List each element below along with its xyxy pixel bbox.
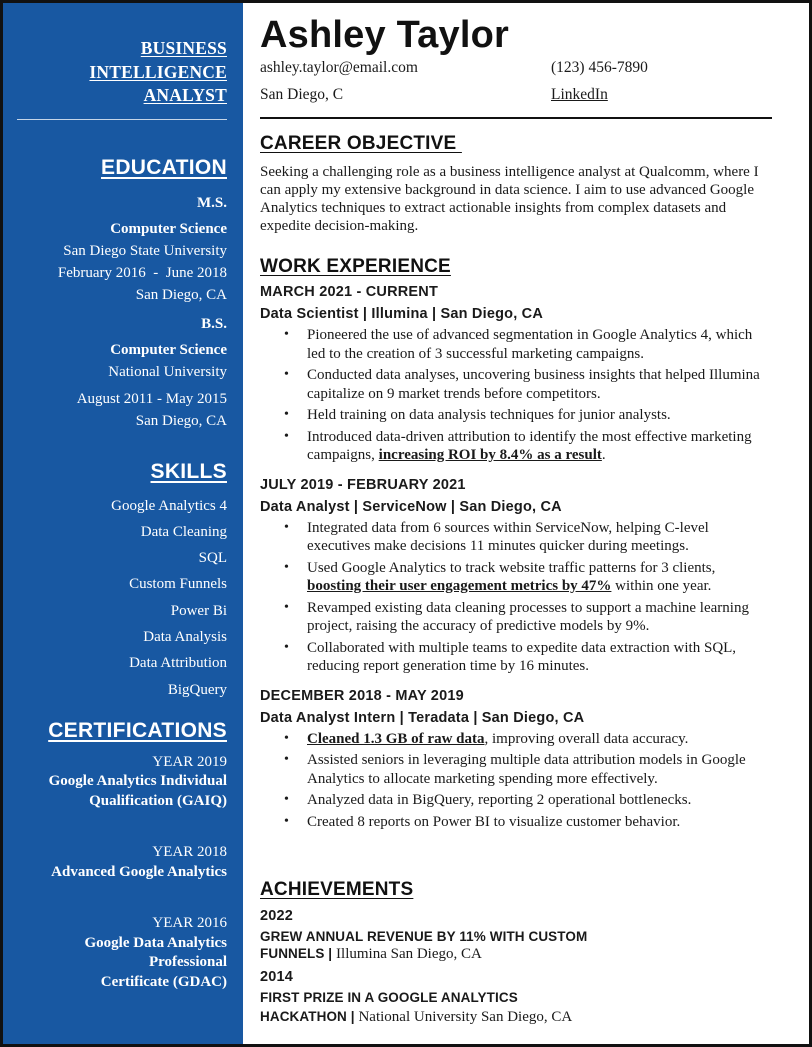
certification-entry <box>17 753 227 812</box>
skill-item: Data Attribution <box>129 655 227 672</box>
header-divider <box>260 117 772 119</box>
achievement-title <box>260 1008 772 1026</box>
bullet-highlight: increasing ROI by 8.4% as a result <box>378 447 602 463</box>
achievement-title <box>260 945 772 963</box>
job-entry <box>260 284 772 465</box>
achievement-title: GREW ANNUAL REVENUE BY 11% WITH CUSTOM <box>260 929 588 944</box>
role-line: ANALYST <box>143 85 227 105</box>
achievements-section <box>260 879 772 1026</box>
email[interactable]: ashley.taylor@email.com <box>260 59 418 76</box>
achievement-org: National University San Diego, CA <box>358 1009 573 1025</box>
skill-item: Power Bi <box>170 602 227 619</box>
sidebar <box>3 3 243 1044</box>
skill-item: Data Analysis <box>143 628 227 645</box>
degree-field: Computer Science <box>110 341 227 358</box>
job-bullets <box>260 730 772 832</box>
role-line: INTELLIGENCE <box>89 61 227 82</box>
cert-name: Google Analytics Individual <box>48 773 227 790</box>
objective-heading: CAREER OBJECTIVE <box>260 133 462 154</box>
job-dates: MARCH 2021 - CURRENT <box>260 284 439 300</box>
edu-dates: February 2016 - June 2018 <box>57 264 227 281</box>
achievement-entry <box>260 969 772 1026</box>
skill-item: BigQuery <box>167 681 227 698</box>
achievement-year: 2022 <box>260 908 294 924</box>
work-section <box>260 256 772 834</box>
job-title: Data Analyst Intern | Teradata | San Diego, CA <box>260 709 585 726</box>
bullet-item: • Assisted seniors in leveraging multiple data attribution models in Google Analytics to allocate marketing spending more effectively. <box>260 751 772 788</box>
edu-dates: August 2011 - May 2015 <box>76 390 227 407</box>
school: San Diego State University <box>63 242 227 259</box>
objective-text: Seeking a challenging role as a business intelligence analyst at Qualcomm, where I can apply my extensive background in data science. I aim to use advanced Google Analytics techniques to extract actionable insights from complex datasets and expedite decision-making. <box>260 164 759 234</box>
job-entry <box>260 477 772 676</box>
role-line: BUSINESS <box>140 38 227 58</box>
main-content <box>260 3 772 107</box>
skills-heading: SKILLS <box>150 459 227 483</box>
bullet-highlight: Cleaned 1.3 GB of raw data <box>307 730 485 747</box>
bullet-item: • Held training on data analysis techniques for junior analysts. <box>260 406 772 425</box>
cert-name: Qualification (GAIQ) <box>89 792 227 809</box>
certification-entry <box>17 914 227 992</box>
achievement-title-end: HACKATHON | <box>260 1009 359 1024</box>
achievement-title: FIRST PRIZE IN A GOOGLE ANALYTICS <box>260 990 518 1005</box>
bullet-text: , improving overall data accuracy. <box>484 730 689 747</box>
cert-name: Advanced Google Analytics <box>51 863 227 880</box>
bullet-text: . <box>601 447 606 463</box>
contact-info <box>260 57 772 107</box>
candidate-name: Ashley Taylor <box>260 14 509 56</box>
bullet-text: within one year. <box>611 578 712 594</box>
bullet-item: • Pioneered the use of advanced segmentation in Google Analytics 4, which led to the creation of 3 successful marketing campaigns. <box>260 326 772 363</box>
bullet-item: • Collaborated with multiple teams to expedite data extraction with SQL, reducing report generation time by 16 minutes. <box>260 639 772 676</box>
job-title: Data Analyst | ServiceNow | San Diego, CA <box>260 498 562 515</box>
job-title: Data Scientist | Illumina | San Diego, CA <box>260 306 544 322</box>
role-title <box>17 37 227 108</box>
job-entry <box>260 688 772 832</box>
education-heading: EDUCATION <box>101 155 227 179</box>
job-dates: DECEMBER 2018 - MAY 2019 <box>260 687 464 704</box>
bullet-item: • Analyzed data in BigQuery, reporting 2 operational bottlenecks. <box>260 791 772 810</box>
cert-name: Certificate (GDAC) <box>100 973 227 990</box>
achievement-entry <box>260 908 772 963</box>
skill-item: Data Cleaning <box>140 523 227 540</box>
achievement-org: Illumina San Diego, CA <box>336 946 482 962</box>
phone: (123) 456-7890 <box>551 59 648 76</box>
linkedin-link[interactable]: LinkedIn <box>551 86 608 103</box>
work-heading: WORK EXPERIENCE <box>260 256 451 277</box>
education-entry <box>17 313 227 432</box>
achievement-title-end: FUNNELS | <box>260 946 337 961</box>
bullet-item <box>260 428 772 465</box>
bullet-item: • Created 8 reports on Power BI to visualize customer behavior. <box>260 813 772 832</box>
bullet-item: • Revamped existing data cleaning processes to support a machine learning project, raising the accuracy of predictive models by 9%. <box>260 599 772 636</box>
cert-name: Google Data Analytics <box>84 934 227 951</box>
bullet-item <box>260 730 772 749</box>
edu-location: San Diego, CA <box>135 286 227 303</box>
bullet-item: • Integrated data from 6 sources within ServiceNow, helping C-level executives make decisions 11 minutes quicker during meetings. <box>260 519 772 556</box>
job-dates: JULY 2019 - FEBRUARY 2021 <box>260 476 466 493</box>
job-bullets <box>260 326 772 465</box>
cert-year: YEAR 2018 <box>152 844 227 861</box>
school: National University <box>108 363 227 380</box>
bullet-text: Used Google Analytics to track website traffic patterns for 3 clients, <box>307 559 716 576</box>
degree: B.S. <box>201 315 227 332</box>
sidebar-divider <box>17 119 227 120</box>
cert-name: Professional <box>148 954 227 971</box>
skill-item: Custom Funnels <box>129 576 227 593</box>
cert-year: YEAR 2016 <box>152 915 227 932</box>
skill-item: SQL <box>198 550 227 567</box>
skills-list <box>17 493 227 703</box>
bullet-highlight: boosting their user engagement metrics by 47% <box>307 578 612 594</box>
job-bullets <box>260 519 772 676</box>
achievement-year: 2014 <box>260 969 294 985</box>
bullet-item: • Conducted data analyses, uncovering business insights that helped Illumina capitalize on 9 market trends before competitors. <box>260 366 772 403</box>
education-entry <box>17 192 227 306</box>
degree: M.S. <box>197 194 227 211</box>
certification-entry <box>17 843 227 882</box>
degree-field: Computer Science <box>110 220 227 237</box>
skill-item: Google Analytics 4 <box>111 497 227 514</box>
achievements-heading: ACHIEVEMENTS <box>260 879 414 900</box>
bullet-text: Introduced data-driven attribution to identify the most effective marketing campaigns, <box>307 428 752 463</box>
certifications-heading: CERTIFICATIONS <box>48 718 227 742</box>
cert-year: YEAR 2019 <box>152 753 227 770</box>
location: San Diego, C <box>260 86 344 103</box>
objective-section <box>260 133 772 235</box>
bullet-item <box>260 559 772 596</box>
edu-location: San Diego, CA <box>135 412 227 429</box>
